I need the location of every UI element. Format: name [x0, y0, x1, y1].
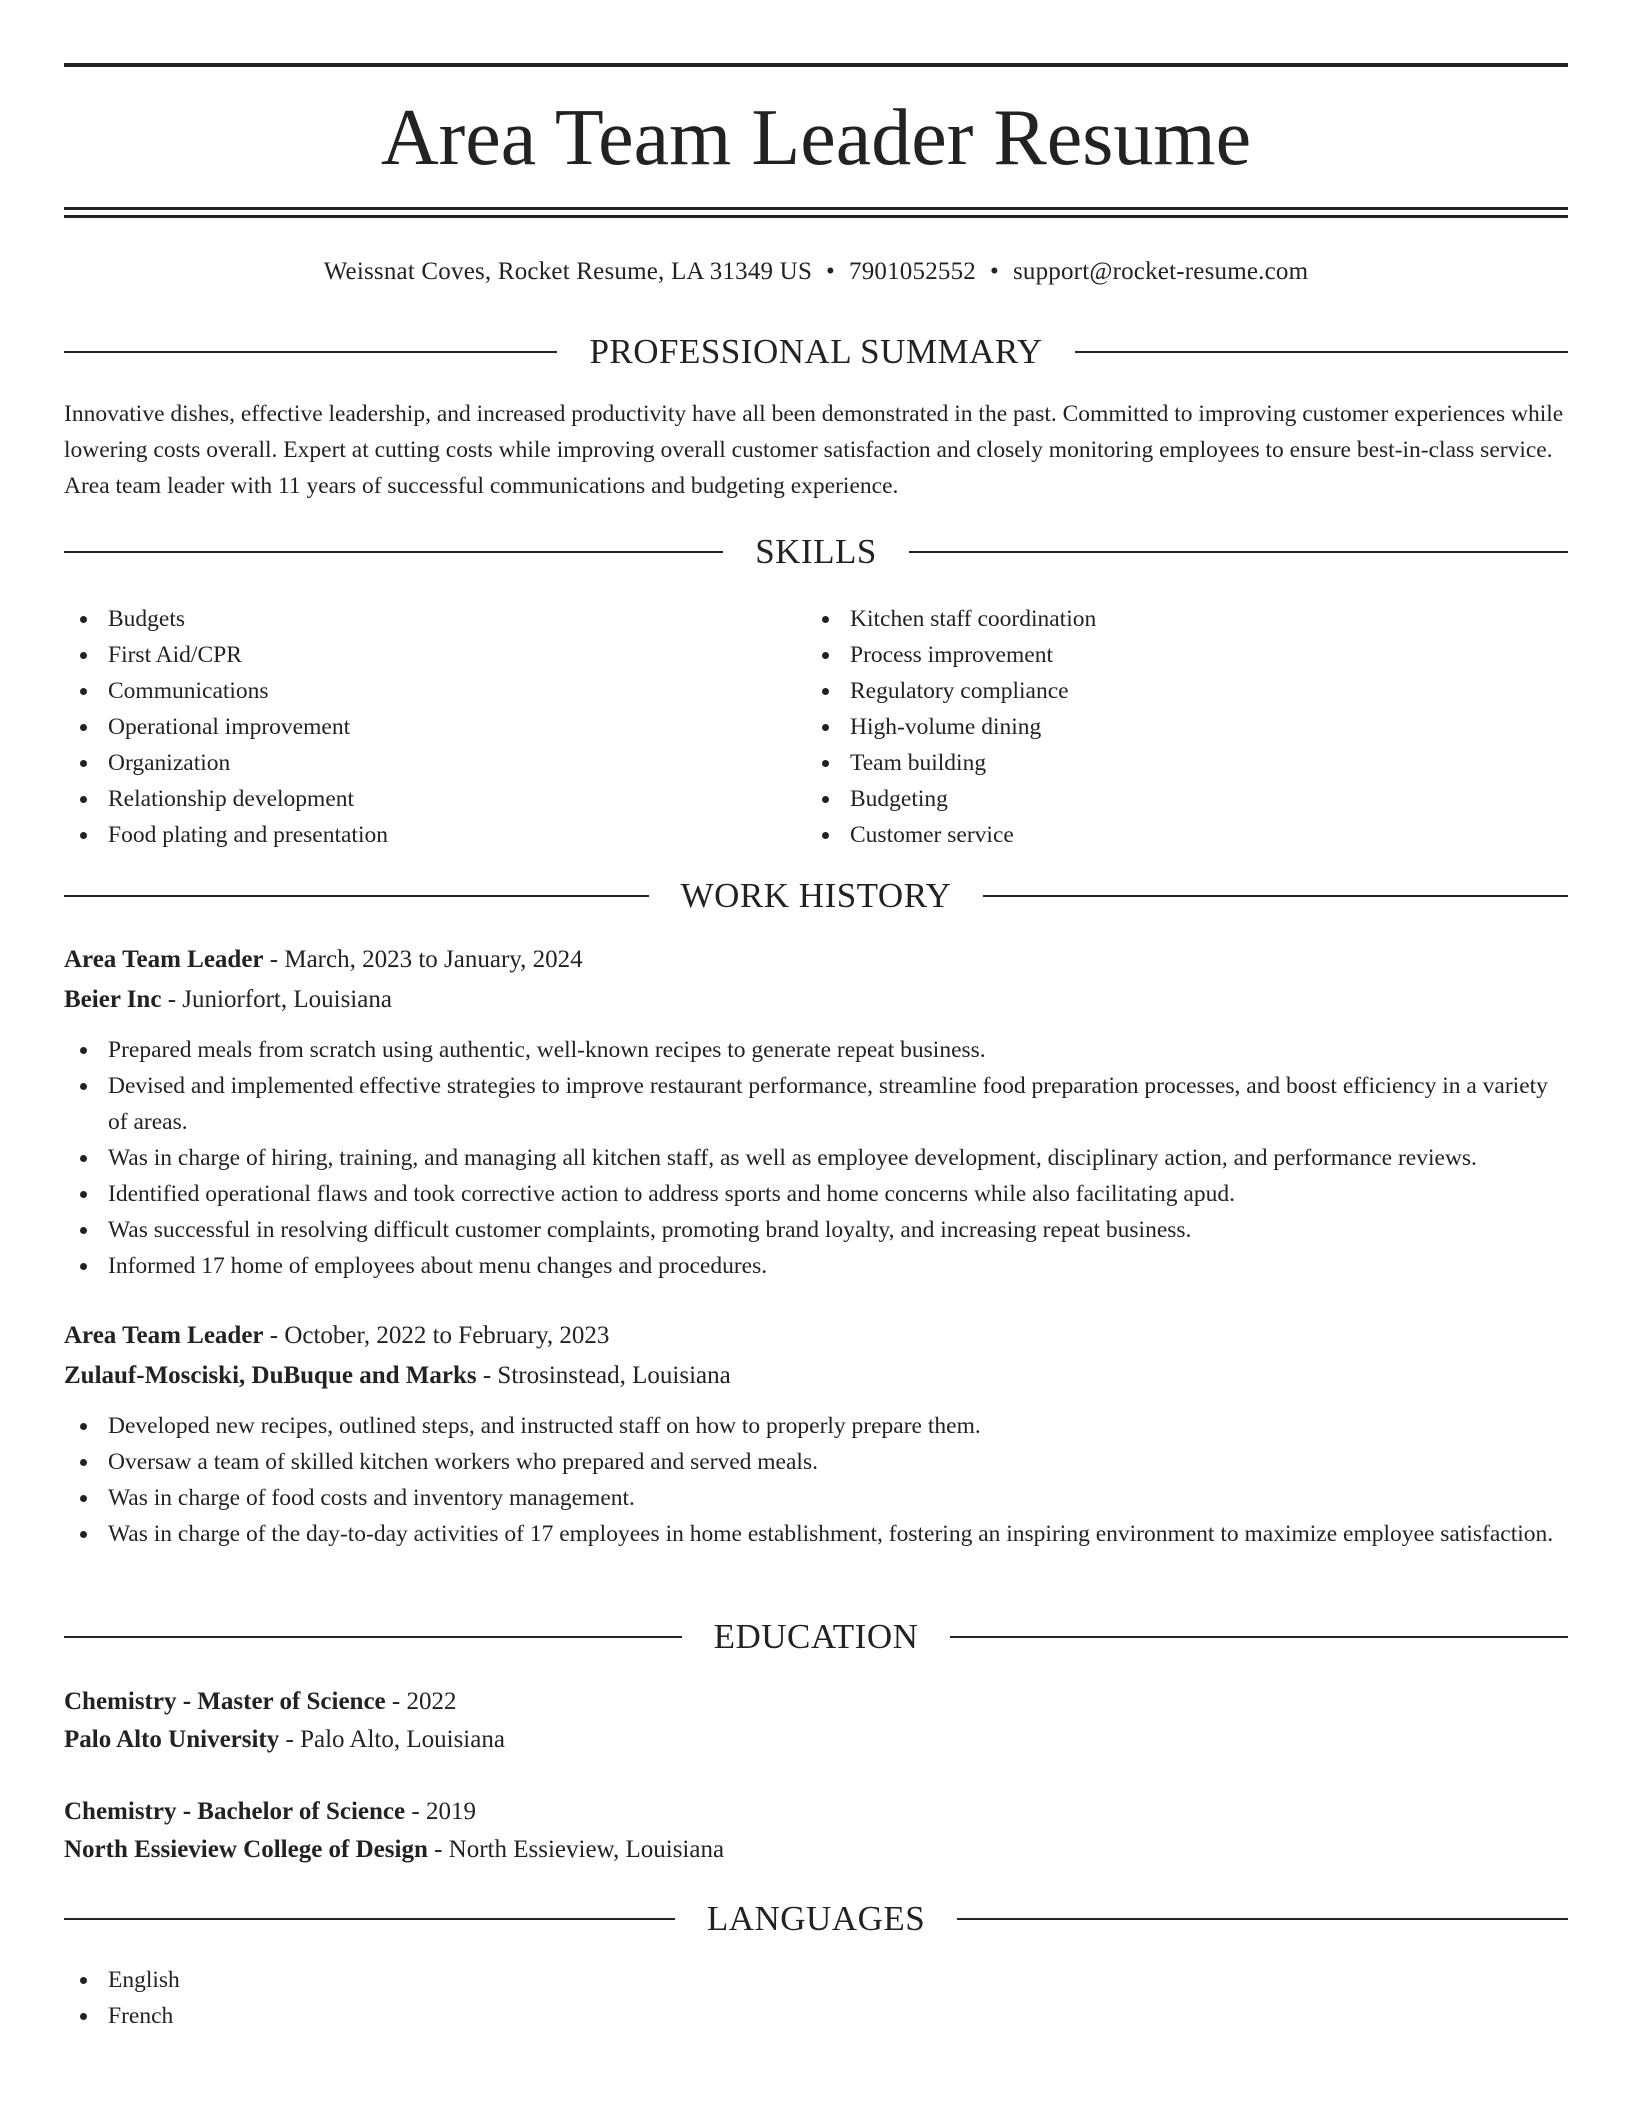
skill-item: Organization [64, 745, 764, 781]
job-location: - Strosinstead, Louisiana [476, 1362, 731, 1389]
education-degree: Chemistry - Master of Science [64, 1688, 386, 1715]
job-title: Area Team Leader [64, 1322, 264, 1349]
job-dates: - October, 2022 to February, 2023 [263, 1322, 610, 1349]
skill-item: Communications [64, 673, 764, 709]
summary-text: Innovative dishes, effective leadership, and increased productivity have all been demonstrated in the past. Committed to improving customer experiences while lowering costs overall. Expert at cutting costs while improving overall customer satisfaction and closely monitoring employees to ensure best-in-class service. Area team leader with 11 years of successful communications and budgeting experience. [64, 401, 1564, 499]
contact-separator: • [826, 258, 835, 285]
skill-item: Process improvement [806, 637, 1506, 673]
section-title: LANGUAGES [706, 1899, 926, 1938]
contact-line [64, 254, 1568, 290]
job-title-line [64, 1316, 1568, 1356]
section-title: PROFESSIONAL SUMMARY [589, 332, 1043, 371]
heading-rule [64, 551, 723, 553]
skill-item: Customer service [806, 817, 1506, 853]
duty-item: Devised and implemented effective strategies to improve restaurant performance, streamline food preparation processes, and boost efficiency in a variety of areas. [64, 1068, 1568, 1140]
page-title: Area Team Leader Resume [380, 94, 1252, 182]
education-heading [64, 1615, 1568, 1659]
summary-heading [64, 330, 1568, 374]
heading-rule [909, 551, 1568, 553]
section-title: SKILLS [755, 532, 877, 571]
education-location: - North Essieview, Louisiana [427, 1836, 725, 1863]
job-title: Area Team Leader [64, 946, 264, 973]
education-school: North Essieview College of Design [64, 1836, 428, 1863]
duty-item: Informed 17 home of employees about menu changes and procedures. [64, 1248, 1568, 1284]
duty-item: Developed new recipes, outlined steps, and instructed staff on how to properly prepare them. [64, 1408, 1568, 1444]
skill-item: High-volume dining [806, 709, 1506, 745]
work-heading [64, 874, 1568, 918]
job-duties [64, 1408, 1568, 1552]
education-location: - Palo Alto, Louisiana [279, 1726, 505, 1753]
heading-rule [64, 1636, 682, 1638]
duty-item: Prepared meals from scratch using authentic, well-known recipes to generate repeat business. [64, 1032, 1568, 1068]
heading-rule [64, 895, 649, 897]
job-duties [64, 1032, 1568, 1284]
education-degree-line [64, 1792, 1568, 1832]
title-rule-lower [64, 215, 1568, 218]
languages-heading [64, 1897, 1568, 1941]
duty-item: Identified operational flaws and took corrective action to address sports and home concerns while also facilitating apud. [64, 1176, 1568, 1212]
skill-item: Relationship development [64, 781, 764, 817]
skill-item: Budgeting [806, 781, 1506, 817]
skill-item: Team building [806, 745, 1506, 781]
education-year: - 2022 [385, 1688, 457, 1715]
contact-phone: 7901052552 [849, 258, 976, 285]
education-school-line [64, 1720, 1568, 1760]
language-item: French [64, 1998, 1568, 2034]
skill-item: Regulatory compliance [806, 673, 1506, 709]
heading-rule [1075, 351, 1568, 353]
section-title: EDUCATION [713, 1617, 919, 1656]
job-company: Beier Inc [64, 986, 162, 1013]
duty-item: Was in charge of the day-to-day activities of 17 employees in home establishment, fostering an inspiring environment to maximize employee satisfaction. [64, 1516, 1568, 1552]
heading-rule [950, 1636, 1568, 1638]
top-rule [64, 63, 1568, 67]
section-title: WORK HISTORY [680, 876, 952, 915]
job-location: - Juniorfort, Louisiana [161, 986, 392, 1013]
contact-address: Weissnat Coves, Rocket Resume, LA 31349 US [323, 258, 813, 285]
education-degree-line [64, 1682, 1568, 1722]
skills-heading [64, 530, 1568, 574]
skill-item: Kitchen staff coordination [806, 601, 1506, 637]
skill-item: Operational improvement [64, 709, 764, 745]
job-dates: - March, 2023 to January, 2024 [263, 946, 583, 973]
duty-item: Was in charge of hiring, training, and managing all kitchen staff, as well as employee development, disciplinary action, and performance reviews. [64, 1140, 1568, 1176]
skill-item: Food plating and presentation [64, 817, 764, 853]
heading-rule [957, 1918, 1568, 1920]
job-company: Zulauf-Mosciski, DuBuque and Marks [64, 1362, 477, 1389]
title-rule-upper [64, 207, 1568, 210]
duty-item: Oversaw a team of skilled kitchen workers who prepared and served meals. [64, 1444, 1568, 1480]
skill-item: Budgets [64, 601, 764, 637]
heading-rule [983, 895, 1568, 897]
job-title-line [64, 940, 1568, 980]
job-company-line [64, 980, 1568, 1020]
languages-list [64, 1962, 1568, 2034]
contact-separator: • [990, 258, 999, 285]
heading-rule [64, 351, 557, 353]
language-item: English [64, 1962, 1568, 1998]
education-school: Palo Alto University [64, 1726, 280, 1753]
duty-item: Was in charge of food costs and inventory management. [64, 1480, 1568, 1516]
duty-item: Was successful in resolving difficult customer complaints, promoting brand loyalty, and increasing repeat business. [64, 1212, 1568, 1248]
education-degree: Chemistry - Bachelor of Science [64, 1798, 406, 1825]
contact-email: support@rocket-resume.com [1012, 258, 1309, 285]
heading-rule [64, 1918, 675, 1920]
job-company-line [64, 1356, 1568, 1396]
education-year: - 2019 [405, 1798, 476, 1825]
skill-item: First Aid/CPR [64, 637, 764, 673]
education-school-line [64, 1830, 1568, 1870]
skills-list-left [64, 601, 764, 853]
skills-list-right [806, 601, 1506, 853]
